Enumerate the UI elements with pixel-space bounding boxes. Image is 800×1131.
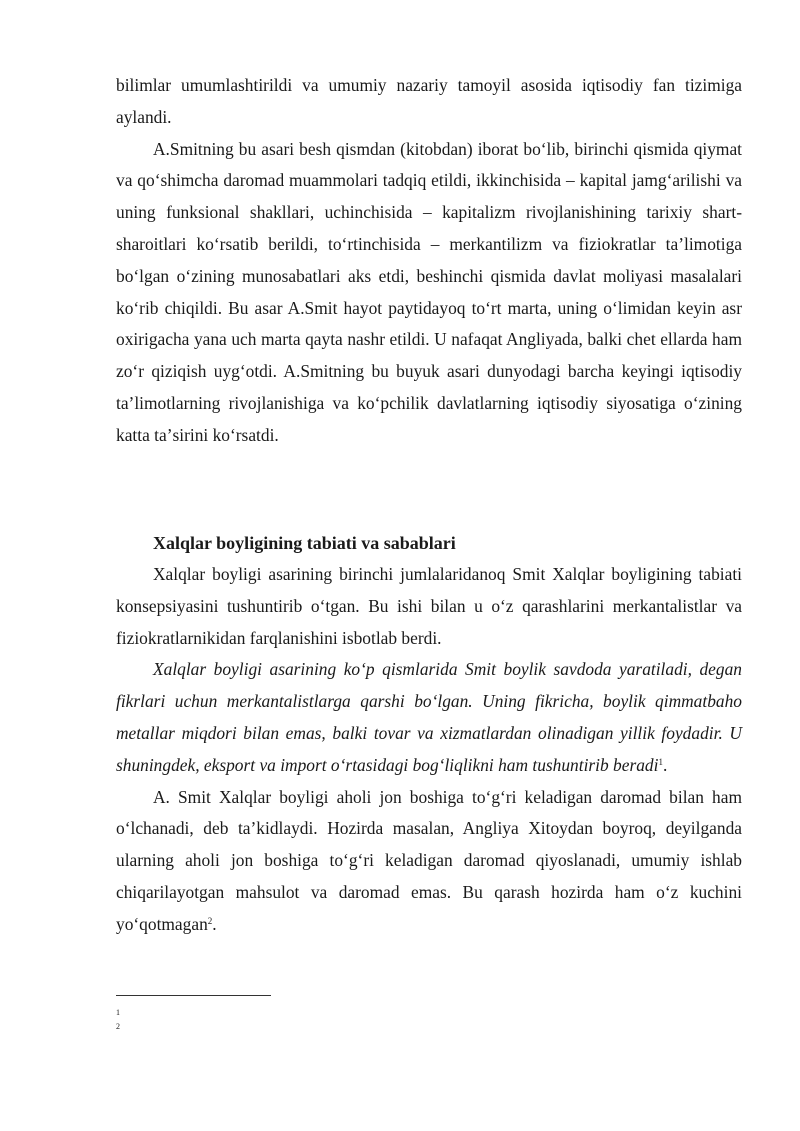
footnote-ref-2: 2	[207, 915, 213, 926]
section-heading: Xalqlar boyligining tabiati va sabablari	[153, 533, 456, 553]
footnote-1: 1	[116, 1008, 120, 1017]
concept-paragraph: Xalqlar boyligi asarining birinchi jumlalaridanoq Smit Xalqlar boyligining tabiati konsepsiyasini tushuntirib oʻtgan. Bu ishi bilan u oʻz qarashlarini merkantalistlar va fiziokratlarnikidan farqlanishini isbotlab berdi.	[116, 564, 742, 648]
text-block-top	[116, 70, 742, 452]
income-paragraph-end: .	[212, 913, 217, 934]
footnote-2: 2	[116, 1022, 120, 1031]
income-text: A. Smit Xalqlar boyligi aholi jon boshiga toʻgʻri keladigan daromad bilan ham oʻlchanadi, deb taʼkidlaydi. Hozirda masalan, Angliya Xitoydan boyroq, deyilganda ularning aholi jon boshiga toʻgʻri keladigan daromad qiyoslanadi, umumiy ishlab chiqarilayotgan mahsulot va daromad emas. Bu qarash hozirda ham oʻz kuchini yoʻqotmagan	[116, 786, 742, 934]
income-paragraph	[116, 782, 742, 941]
smith-work-paragraph: A.Smitning bu asari besh qismdan (kitobdan) iborat boʻlib, birinchi qismida qiymat va qoʻshimcha daromad muammolari tadqiq etildi, ikkinchisida – kapital jamgʻarilishi va uning funksional shakllari, uchinchisida – kapitalizm rivojlanishining tarixiy shart-sharoitlari koʻrsatib berildi, toʻrtinchisida – merkantilizm va fiziokratlar taʼlimotiga boʻlgan oʻzining munosabatlari aks etdi, beshinchi qismida davlat moliyasi masalalari koʻrib chiqildi. Bu asar A.Smit hayot paytidayoq toʻrt marta, uning oʻlimidan keyin asr oxirigacha yana uch marta qayta nashr etildi. U nafaqat Angliyada, balki chet ellarda ham zoʻr qiziqish uygʻotdi. A.Smitning bu buyuk asari dunyodagi barcha keyingi iqtisodiy taʼlimotlarning rivojlanishiga va koʻpchilik davlatlarning iqtisodiy siyosatiga oʻzining katta taʼsirini koʻrsatdi.	[116, 138, 742, 445]
footnote-separator	[116, 995, 271, 996]
italic-paragraph-end: .	[662, 754, 668, 775]
intro-paragraph: bilimlar umumlashtirildi va umumiy nazariy tamoyil asosida iqtisodiy fan tizimiga aylandi.	[116, 75, 742, 127]
italic-paragraph	[116, 654, 742, 781]
text-block-bottom	[116, 559, 742, 941]
footnote-ref-1: 1	[658, 756, 663, 767]
italic-text: Xalqlar boyligi asarining koʻp qismlarida Smit boylik savdoda yaratiladi, degan fikrlari uchun merkantalistlarga qarshi boʻlgan. Uning fikricha, boylik qimmatbaho metallar miqdori bilan emas, balki tovar va xizmatlardan olinadigan yillik foydadir. U shuningdek, eksport va import oʻrtasidagi bogʻliqlikni ham tushuntirib beradi	[116, 659, 742, 775]
